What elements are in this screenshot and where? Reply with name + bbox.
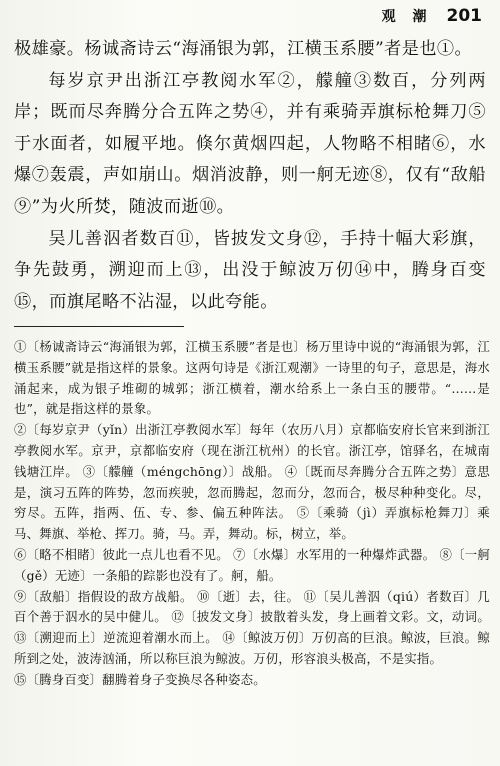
footnote-divider (14, 326, 184, 327)
paragraph-continued: 极雄豪。杨诚斋诗云“海涌银为郭，江横玉系腰”者是也①。 (14, 39, 473, 59)
main-text (14, 34, 486, 318)
footnotes (14, 337, 490, 691)
footnote-2-5: ②〔每岁京尹（yǐn）出浙江亭教阅水军〕每年（农历八月）京都临安府长官来到浙江亭教阅水军。京尹，京都临安府（现在浙江杭州）的长官。浙江亭，馆驿名，在城南钱塘江岸。 ③〔艨艟（méngchōng）〕战船。 ④〔既而尽奔腾分合五阵之势〕意思是，演习五阵的阵势，忽而疾驶，忽而腾起，忽而分，忽而合，极尽种种变化。尽，穷尽。五阵，指两、伍、专、参、偏五种阵法。 ⑤〔乘骑（jì）弄旗标枪舞刀〕乘马、舞旗、举枪、挥刀。骑，马。弄，舞动。标，树立，举。 (14, 422, 490, 542)
page-number: 201 (446, 6, 482, 26)
paragraph-swimmers: 吴儿善泅者数百⑪，皆披发文身⑫，手持十幅大彩旗，争先鼓勇，溯迎而上⑬，出没于鲸波万仞⑭中，腾身百变⑮，而旗尾略不沾湿，以此夸能。 (14, 228, 486, 312)
running-header (382, 6, 482, 28)
footnote-1: ①〔杨诚斋诗云“海涌银为郭，江横玉系腰”者是也〕杨万里诗中说的“海涌银为郭，江横玉系腰”就是指这样的景象。这两句诗是《浙江观潮》一诗里的句子，意思是，海水涌起来，成为银子堆砌的城郭；浙江横着，潮水给系上一条白玉的腰带。“……是也”，就是指这样的景象。 (14, 339, 490, 417)
running-title: 观 潮 (381, 9, 433, 25)
footnote-9-14: ⑨〔敌船〕指假设的敌方战船。 ⑩〔逝〕去，往。 ⑪〔吴儿善泅（qiú）者数百〕几百个善于泅水的吴中健儿。 ⑫〔披发文身〕披散着头发，身上画着文彩。文，动词。 ⑬〔溯迎而上〕逆流迎着潮水而上。 ⑭〔鲸波万仞〕万仞高的巨浪。鲸波，巨浪。鲸所到之处，波涛汹涌，所以称巨浪为鲸波。万仞，形容浪头极高，不是实指。 (14, 588, 490, 666)
paragraph-navy-drill: 每岁京尹出浙江亭教阅水军②，艨艟③数百，分列两岸；既而尽奔腾分合五阵之势④，并有乘骑弄旗标枪舞刀⑤于水面者，如履平地。倏尔黄烟四起，人物略不相睹⑥，水爆⑦轰震，声如崩山。烟消波静，则一舸无迹⑧，仅有“敌船⑨”为火所焚，随波而逝⑩。 (14, 70, 486, 217)
footnote-6-8: ⑥〔略不相睹〕彼此一点儿也看不见。 ⑦〔水爆〕水军用的一种爆炸武器。 ⑧〔一舸（gě）无迹〕一条船的踪影也没有了。舸，船。 (14, 546, 490, 583)
footnote-15: ⑮〔腾身百变〕翻腾着身子变换尽各种姿态。 (14, 671, 266, 687)
